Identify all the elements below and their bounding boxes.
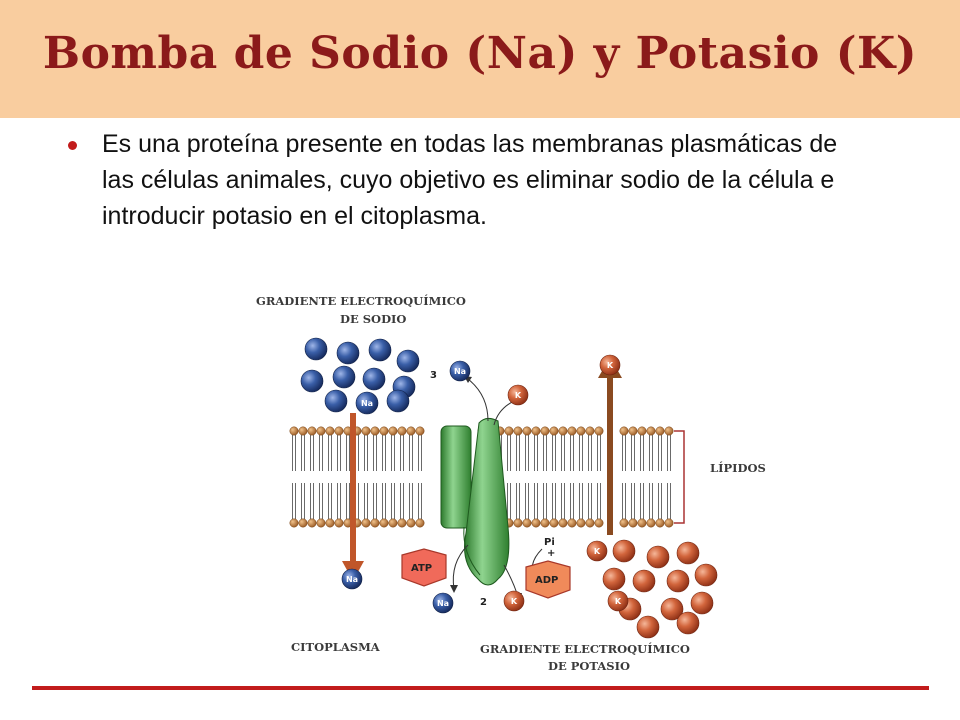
bottom-divider <box>32 686 929 690</box>
potassium-ion <box>691 592 713 614</box>
lipid-head <box>290 519 298 527</box>
lipid-head <box>541 519 549 527</box>
lipid-head <box>380 519 388 527</box>
lipid-head <box>362 427 370 435</box>
lipid-head <box>514 427 522 435</box>
potassium-ion <box>633 570 655 592</box>
lipid-head <box>532 519 540 527</box>
potassium-ion <box>677 542 699 564</box>
ions <box>301 338 717 638</box>
lipid-head <box>299 519 307 527</box>
lipid-head <box>629 427 637 435</box>
pump-protein <box>441 418 509 585</box>
lipid-head <box>541 427 549 435</box>
potassium-ion <box>613 540 635 562</box>
lipids-bracket <box>674 431 684 523</box>
lipid-head <box>595 519 603 527</box>
lipid-head <box>326 427 334 435</box>
potassium-count: 2 <box>480 597 487 608</box>
lipid-head <box>523 427 531 435</box>
pi-label: Pi <box>544 537 555 548</box>
lipid-head <box>568 519 576 527</box>
lipid-head <box>620 427 628 435</box>
lipid-head <box>317 519 325 527</box>
bullet-text: Es una proteína presente en todas las membranas plasmáticas de las células animales, cuyo objetivo es eliminar sodio de la célula e introducir potasio en el citoplasma. <box>102 130 838 230</box>
sodium-ion-labeled <box>450 361 470 381</box>
lipid-head <box>586 427 594 435</box>
sodium-potassium-pump-diagram <box>236 283 786 681</box>
potassium-ion <box>647 546 669 568</box>
sodium-ion <box>305 338 327 360</box>
potassium-ion-labeled <box>504 591 524 611</box>
lipid-head <box>371 519 379 527</box>
lipid-head <box>326 519 334 527</box>
lipid-head <box>389 427 397 435</box>
plus-sign: + <box>547 548 556 559</box>
lipid-head <box>407 519 415 527</box>
lipid-head <box>362 519 370 527</box>
lipid-head <box>505 427 513 435</box>
lipid-head <box>665 427 673 435</box>
potassium-ion-labeled <box>600 355 620 375</box>
svg-text:Na: Na <box>453 367 467 376</box>
lipid-head <box>577 427 585 435</box>
lipid-head <box>656 519 664 527</box>
lipid-head <box>656 427 664 435</box>
sodium-ion-labeled <box>342 569 362 589</box>
lipid-head <box>416 519 424 527</box>
slide-title: Bomba de Sodio (Na) y Potasio (K) <box>42 28 918 79</box>
potassium-ion <box>667 570 689 592</box>
lipid-head <box>638 519 646 527</box>
lipid-head <box>398 519 406 527</box>
potassium-ion-labeled <box>608 591 628 611</box>
lipid-head <box>317 427 325 435</box>
sodium-ion <box>369 339 391 361</box>
lipid-head <box>629 519 637 527</box>
sodium-gradient-label-2: DE SODIO <box>340 312 407 326</box>
lipid-head <box>620 519 628 527</box>
lipid-head <box>398 427 406 435</box>
lipid-head <box>514 519 522 527</box>
lipid-head <box>647 427 655 435</box>
potassium-gradient-label-2: DE POTASIO <box>548 659 630 673</box>
atp-label: ATP <box>411 563 433 574</box>
svg-text:Na: Na <box>360 399 374 408</box>
lipid-head <box>380 427 388 435</box>
lipid-head <box>416 427 424 435</box>
lipid-head <box>290 427 298 435</box>
potassium-gradient-label-1: GRADIENTE ELECTROQUÍMICO <box>480 642 690 656</box>
potassium-ion <box>695 564 717 586</box>
lipids-label: LÍPIDOS <box>710 461 766 475</box>
lipid-head <box>308 427 316 435</box>
sodium-gradient-arrow-shaft <box>350 413 356 563</box>
sodium-gradient-label-1: GRADIENTE ELECTROQUÍMICO <box>256 294 466 308</box>
sodium-ion <box>333 366 355 388</box>
sodium-ion <box>363 368 385 390</box>
potassium-gradient-arrow-shaft <box>607 375 613 535</box>
lipid-head <box>532 427 540 435</box>
lipid-head <box>647 519 655 527</box>
lipid-head <box>665 519 673 527</box>
lipid-head <box>568 427 576 435</box>
sodium-ion <box>337 342 359 364</box>
cytoplasm-label: CITOPLASMA <box>291 640 380 654</box>
bullet-marker <box>68 141 77 150</box>
lipid-head <box>595 427 603 435</box>
svg-text:K: K <box>510 597 518 606</box>
lipid-head <box>586 519 594 527</box>
potassium-ion <box>677 612 699 634</box>
sodium-count: 3 <box>430 370 437 381</box>
svg-text:Na: Na <box>436 599 450 608</box>
lipid-head <box>335 427 343 435</box>
lipid-head <box>389 519 397 527</box>
lipid-head <box>550 427 558 435</box>
lipid-head <box>550 519 558 527</box>
lipid-head <box>407 427 415 435</box>
lipid-head <box>559 519 567 527</box>
lipid-head <box>371 427 379 435</box>
sodium-ion-labeled <box>356 392 378 414</box>
adp-label: ADP <box>535 575 559 586</box>
sodium-ion-labeled <box>433 593 453 613</box>
svg-text:K: K <box>593 547 601 556</box>
lipid-head <box>559 427 567 435</box>
lipid-head <box>638 427 646 435</box>
lipid-head <box>299 427 307 435</box>
sodium-ion <box>397 350 419 372</box>
potassium-ion <box>603 568 625 590</box>
svg-text:K: K <box>514 391 522 400</box>
lipid-head <box>523 519 531 527</box>
lipid-head <box>335 519 343 527</box>
sodium-ion <box>325 390 347 412</box>
potassium-ion-labeled <box>587 541 607 561</box>
potassium-ion-labeled <box>508 385 528 405</box>
svg-text:K: K <box>606 361 614 370</box>
sodium-ion <box>387 390 409 412</box>
potassium-ion <box>637 616 659 638</box>
lipid-head <box>577 519 585 527</box>
sodium-ion <box>301 370 323 392</box>
svg-text:Na: Na <box>345 575 359 584</box>
svg-text:K: K <box>614 597 622 606</box>
lipid-head <box>308 519 316 527</box>
